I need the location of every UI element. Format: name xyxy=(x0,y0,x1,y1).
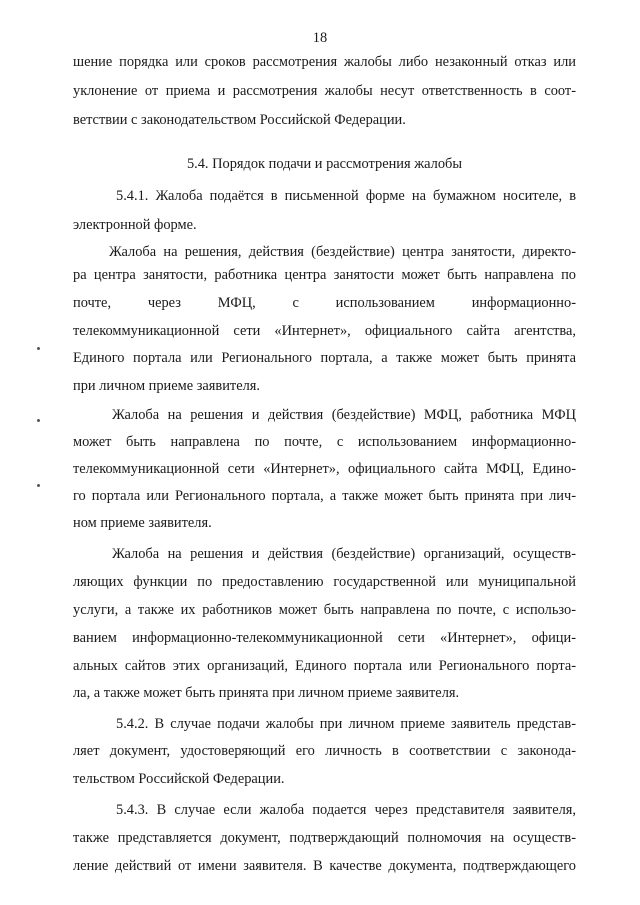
text-line: ление действий от имени заявителя. В качестве документа, подтверждающего xyxy=(73,858,576,874)
text-line: 5.4.3. В случае если жалоба подается через представителя заявителя, xyxy=(116,802,576,818)
text-line: телекоммуникационной сети «Интернет», официального сайта агентства, xyxy=(73,323,576,339)
text-line: шение порядка или сроков рассмотрения жалобы либо незаконный отказ или xyxy=(73,54,576,70)
text-line: Жалоба на решения и действия (бездействие) организаций, осуществ- xyxy=(112,546,576,562)
text-line: ляет документ, удостоверяющий его личность в соответствии с законода- xyxy=(73,743,576,759)
text-line: ванием информационно-телекоммуникационной сети «Интернет», офици- xyxy=(73,630,576,646)
text-line: 5.4.2. В случае подачи жалобы при личном приеме заявитель представ- xyxy=(116,716,576,732)
text-line: ляющих функции по предоставлению государственной или муниципальной xyxy=(73,574,576,590)
text-line: ла, а также может быть принята при личном приеме заявителя. xyxy=(73,685,460,701)
margin-mark xyxy=(37,484,40,487)
text-line: почте, через МФЦ, с использованием информационно- xyxy=(73,295,576,311)
text-line: ра центра занятости, работника центра занятости может быть направлена по xyxy=(73,267,576,283)
margin-mark xyxy=(37,347,40,350)
text-line: Жалоба на решения, действия (бездействие) центра занятости, директо- xyxy=(109,244,576,260)
text-line: ном приеме заявителя. xyxy=(73,515,212,531)
text-line: ветствии с законодательством Российской Федерации. xyxy=(73,112,406,128)
section-heading: 5.4. Порядок подачи и рассмотрения жалобы xyxy=(186,156,463,172)
text-line: телекоммуникационной сети «Интернет», официального сайта МФЦ, Едино- xyxy=(73,461,576,477)
text-line: может быть направлена по почте, с использованием информационно- xyxy=(73,434,576,450)
text-line: также представляется документ, подтверждающий полномочия на осуществ- xyxy=(73,830,576,846)
text-line: услуги, а также их работников может быть направлена по почте, с использо- xyxy=(73,602,576,618)
margin-mark xyxy=(37,419,40,422)
text-line: Единого портала или Регионального портала, а также может быть принята xyxy=(73,350,576,366)
text-line: уклонение от приема и рассмотрения жалобы несут ответственность в соот- xyxy=(73,83,576,99)
text-line: 5.4.1. Жалоба подаётся в письменной форме на бумажном носителе, в xyxy=(116,188,576,204)
text-line: альных сайтов этих организаций, Единого портала или Регионального порта- xyxy=(73,658,576,674)
page-number: 18 xyxy=(312,30,328,46)
text-line: го портала или Регионального портала, а также может быть принята при лич- xyxy=(73,488,576,504)
text-line: тельством Российской Федерации. xyxy=(73,771,285,787)
text-line: при личном приеме заявителя. xyxy=(73,378,260,394)
text-line: Жалоба на решения и действия (бездействие) МФЦ, работника МФЦ xyxy=(112,407,576,423)
text-line: электронной форме. xyxy=(73,217,197,233)
